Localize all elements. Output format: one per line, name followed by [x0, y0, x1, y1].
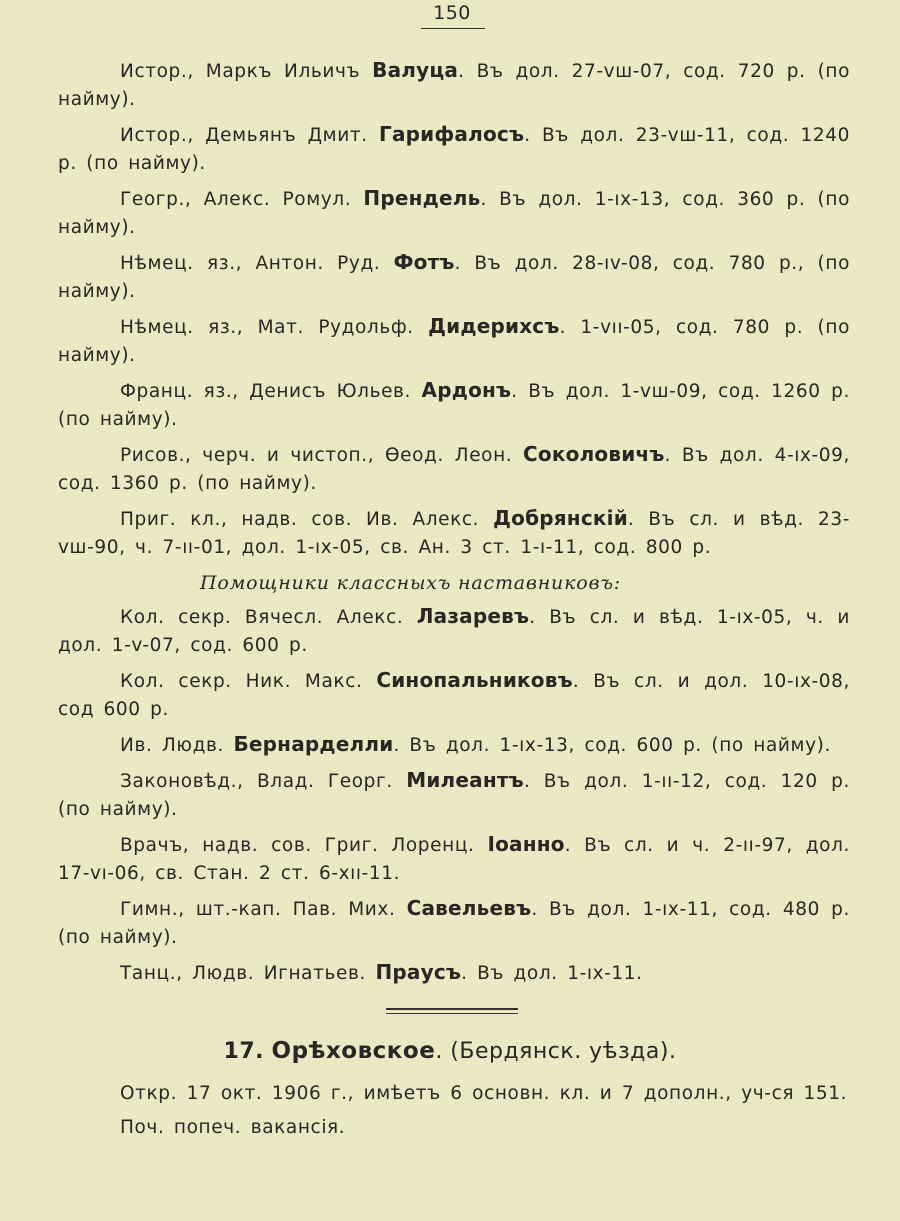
- assistant-surname: Савельевъ: [406, 896, 532, 920]
- assistant-entry: Кол. секр. Вячесл. Алекс. Лазаревъ. Въ сл. и вѣд. 1-ıх-05, ч. и дол. 1-v-07, сод. 600 р.: [58, 604, 851, 656]
- assistant-entry: Гимн., шт.-кап. Пав. Мих. Савельевъ. Въ дол. 1-ıх-11, сод. 480 р. (по найму).: [58, 896, 850, 948]
- staff-entry: Нѣмец. яз., Антон. Руд. Фотъ. Въ дол. 28-ıv-08, сод. 780 р., (по найму).: [58, 250, 850, 302]
- assistant-entry: Врачъ, надв. сов. Григ. Лоренц. Іоанно. Въ сл. и ч. 2-ıı-97, дол. 17-vı-06, св. Стан. 2 ст. 6-хıı-11.: [58, 832, 850, 884]
- assistant-entry: Законовѣд., Влад. Георг. Милеантъ. Въ дол. 1-ıı-12, сод. 120 р. (по найму).: [58, 768, 850, 820]
- page-number-rule: [421, 28, 485, 29]
- assistant-surname: Бернарделли: [233, 732, 394, 756]
- staff-entry: Геогр., Алекс. Ромул. Прендель. Въ дол. 1-ıх-13, сод. 360 р. (по найму).: [58, 186, 850, 238]
- staff-entry: Франц. яз., Денисъ Юльев. Ардонъ. Въ дол. 1-vш-09, сод. 1260 р. (по найму).: [58, 378, 850, 430]
- staff-entry: Нѣмец. яз., Мат. Рудольф. Дидерихсъ. 1-vıı-05, сод. 780 р. (по найму).: [58, 314, 850, 366]
- assistant-surname: Іоанно: [487, 832, 565, 856]
- staff-entry: Приг. кл., надв. сов. Ив. Алекс. Добрянскій. Въ сл. и вѣд. 23-vш-90, ч. 7-ıı-01, дол. 1-ıх-05, св. Ан. 3 ст. 1-ı-11, сод. 800 р.: [58, 506, 850, 558]
- section-name: Орѣховское: [271, 1038, 436, 1064]
- staff-entry: Истор., Маркъ Ильичъ Валуца. Въ дол. 27-vш-07, сод. 720 р. (по найму).: [58, 58, 850, 110]
- assistant-entry: Ив. Людв. Бернарделли. Въ дол. 1-ıх-13, сод. 600 р. (по найму).: [120, 732, 831, 756]
- section-paragraph: Откр. 17 окт. 1906 г., имѣетъ 6 основн. кл. и 7 дополн., уч-ся 151.: [120, 1083, 848, 1104]
- section-subheading: Помощники классныхъ наставниковъ:: [200, 572, 622, 594]
- section-title: [0, 1038, 900, 1064]
- section-body: [58, 1080, 850, 1148]
- staff-surname: Добрянскій: [493, 506, 628, 530]
- staff-surname: Гарифалосъ: [379, 122, 525, 146]
- assistant-surname: Милеантъ: [406, 768, 524, 792]
- page-number: 150: [433, 2, 471, 24]
- staff-surname: Фотъ: [393, 250, 455, 274]
- section-subtitle: . (Бердянск. уѣзда).: [435, 1039, 677, 1064]
- section-paragraph: Поч. попеч. вакансія.: [120, 1117, 346, 1138]
- staff-surname: Дидерихсъ: [428, 314, 560, 338]
- staff-surname: Ардонъ: [421, 378, 512, 402]
- assistant-surname: Праусъ: [375, 960, 462, 984]
- staff-surname: Валуца: [372, 58, 459, 82]
- assistant-surname: Лазаревъ: [416, 604, 530, 628]
- staff-surname: Прендель: [363, 186, 481, 210]
- section-number: 17.: [223, 1039, 265, 1064]
- staff-entry: Рисов., черч. и чистоп., Ѳеод. Леон. Соколовичъ. Въ дол. 4-ıх-09, сод. 1360 р. (по найму).: [58, 442, 851, 494]
- assistant-entry: Кол. секр. Ник. Макс. Синопальниковъ. Въ сл. и дол. 10-ıх-08, сод 600 р.: [58, 668, 850, 720]
- assistant-entry: Танц., Людв. Игнатьев. Праусъ. Въ дол. 1-ıх-11.: [120, 960, 643, 984]
- section-divider: [386, 1008, 518, 1017]
- staff-entry: Истор., Демьянъ Дмит. Гарифалосъ. Въ дол. 23-vш-11, сод. 1240 р. (по найму).: [58, 122, 850, 174]
- assistant-surname: Синопальниковъ: [376, 668, 573, 692]
- staff-surname: Соколовичъ: [523, 442, 665, 466]
- staff-entries: [58, 56, 850, 994]
